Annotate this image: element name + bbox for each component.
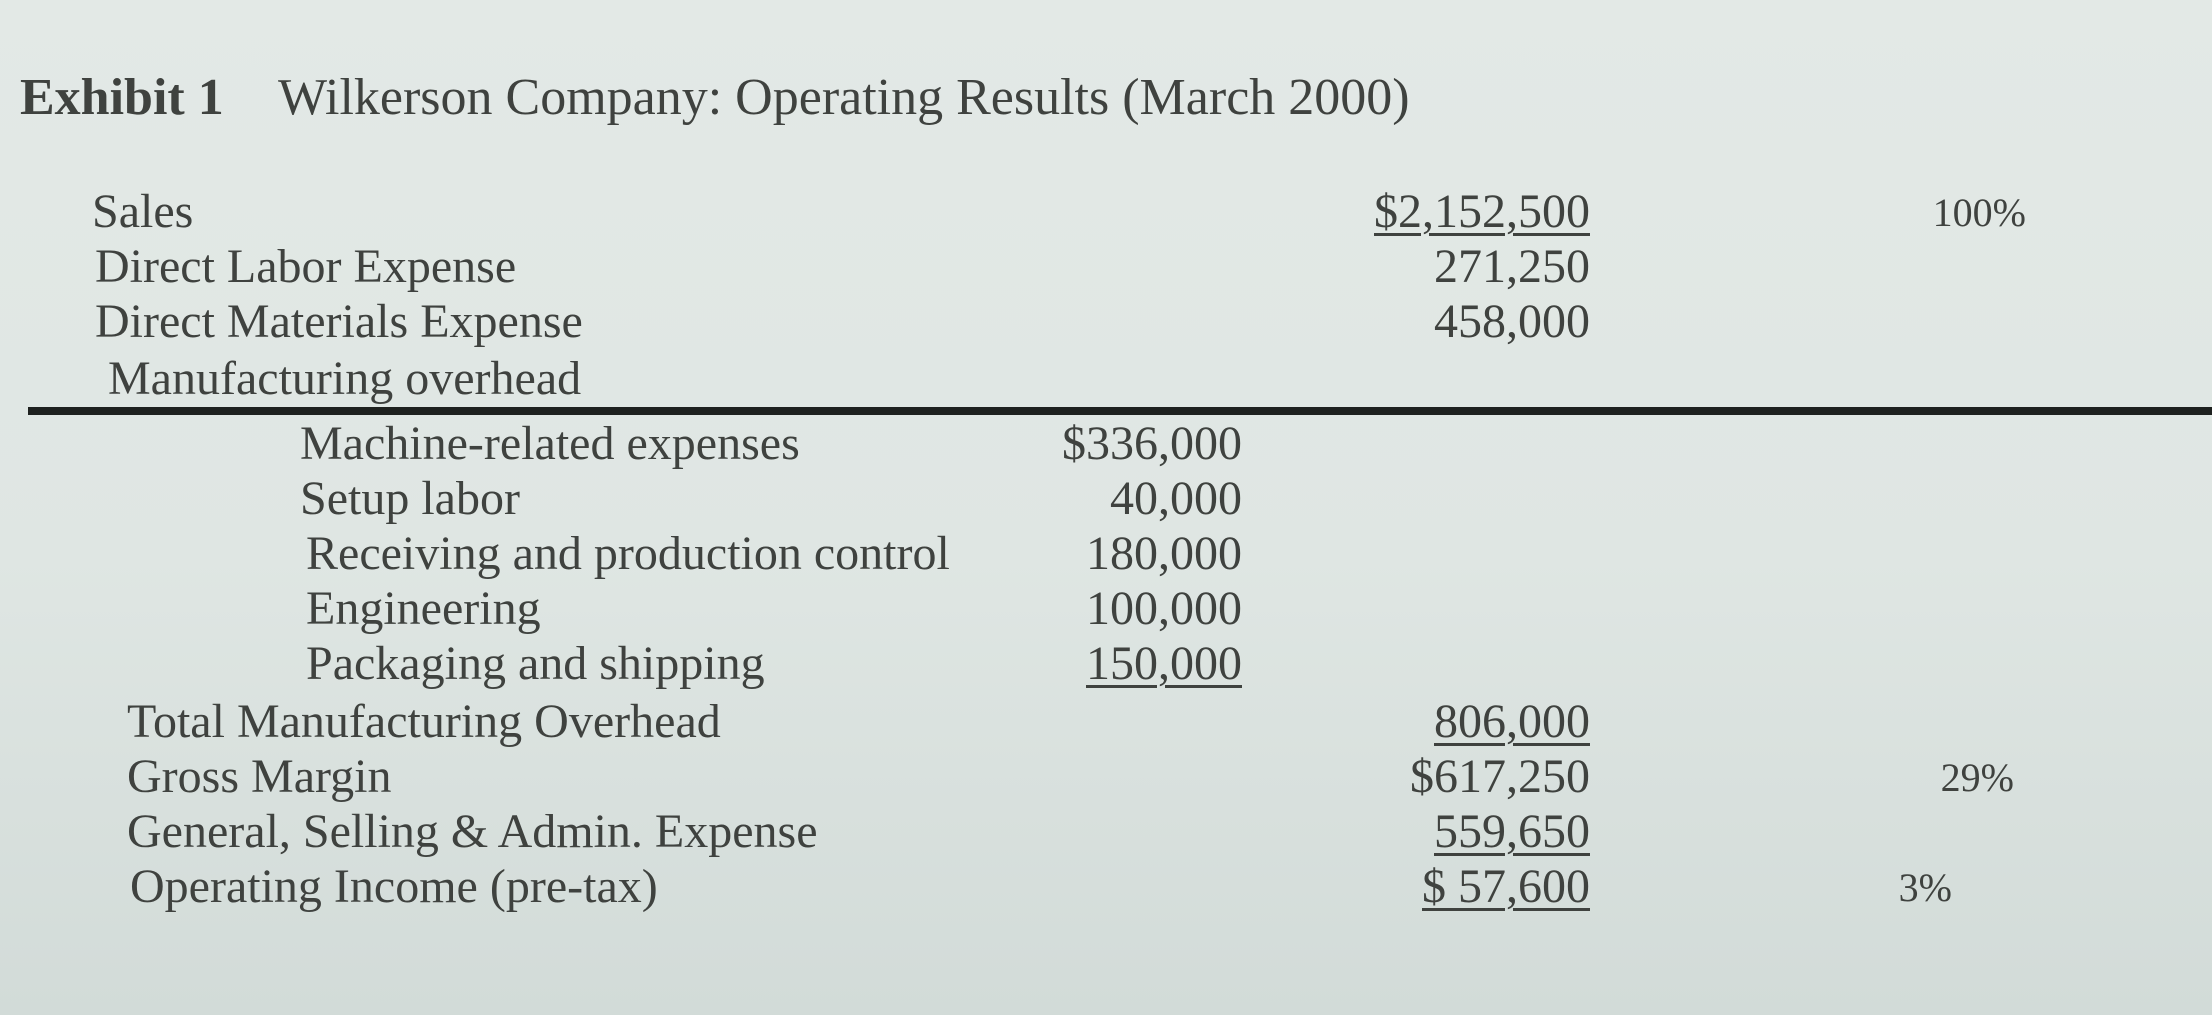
overhead-item-amount: $336,000 — [1062, 417, 1242, 470]
gsa-expense-label: General, Selling & Admin. Expense — [127, 805, 818, 858]
gsa-expense-amount: 559,650 — [1434, 805, 1590, 858]
sales-amount: $2,152,500 — [1374, 185, 1590, 238]
overhead-item-label: Setup labor — [300, 472, 520, 525]
operating-income-percent: 3% — [1898, 865, 1952, 910]
section-divider — [28, 407, 2212, 415]
overhead-item-label: Engineering — [306, 582, 541, 635]
direct-materials-label: Direct Materials Expense — [95, 295, 583, 348]
overhead-item-label: Machine-related expenses — [300, 417, 800, 470]
overhead-item-amount: 100,000 — [1086, 582, 1242, 635]
operating-income-label: Operating Income (pre-tax) — [130, 860, 658, 913]
overhead-item-label: Receiving and production control — [306, 527, 950, 580]
overhead-item-amount: 150,000 — [1086, 637, 1242, 690]
gross-margin-percent: 29% — [1940, 755, 2014, 800]
direct-materials-amount: 458,000 — [1434, 295, 1590, 348]
overhead-item-amount: 180,000 — [1086, 527, 1242, 580]
mfg-overhead-heading: Manufacturing overhead — [108, 352, 582, 405]
direct-labor-label: Direct Labor Expense — [95, 240, 517, 293]
sales-percent: 100% — [1932, 190, 2026, 235]
gross-margin-label: Gross Margin — [127, 750, 392, 803]
overhead-item-amount: 40,000 — [1110, 472, 1242, 525]
direct-labor-amount: 271,250 — [1434, 240, 1590, 293]
total-overhead-label: Total Manufacturing Overhead — [127, 695, 721, 748]
overhead-item-label: Packaging and shipping — [306, 637, 765, 690]
exhibit-label: Exhibit 1 — [20, 69, 224, 126]
exhibit-title: Wilkerson Company: Operating Results (March 2000) — [278, 69, 1410, 126]
sales-label: Sales — [92, 185, 194, 238]
operating-income-amount: $ 57,600 — [1422, 860, 1590, 913]
gross-margin-amount: $617,250 — [1410, 750, 1590, 803]
total-overhead-amount: 806,000 — [1434, 695, 1590, 748]
